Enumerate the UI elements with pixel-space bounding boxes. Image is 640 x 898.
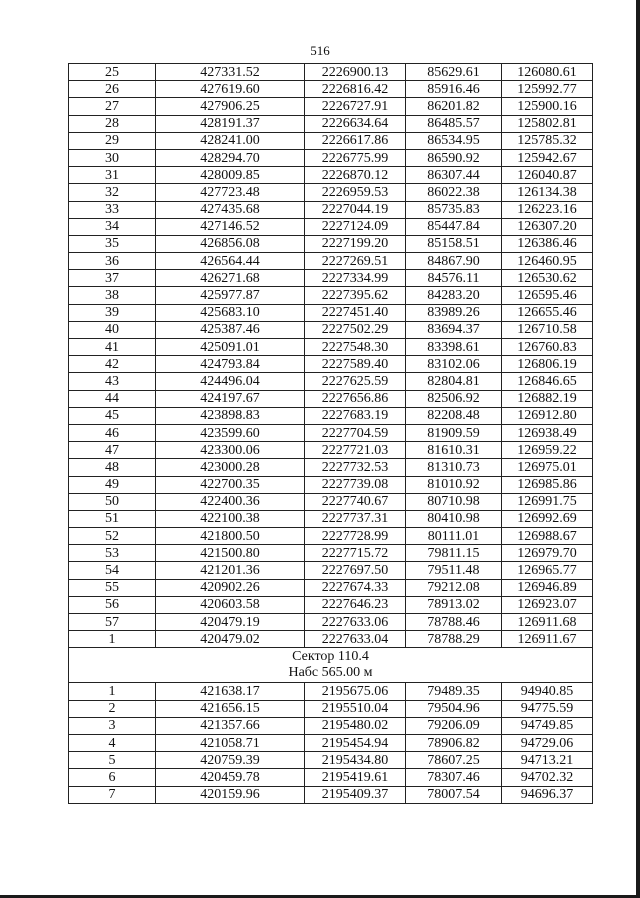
y-local-cell: 126134.38	[502, 184, 593, 201]
y-coord-cell: 2227395.62	[305, 287, 406, 304]
sector-height: Набс 565.00 м	[288, 665, 373, 681]
y-local-cell: 94702.32	[502, 769, 593, 786]
point-number-cell: 31	[69, 167, 156, 184]
point-number-cell: 40	[69, 321, 156, 338]
x-coord-cell: 427723.48	[156, 184, 305, 201]
point-number-cell: 38	[69, 287, 156, 304]
table-row	[69, 235, 593, 252]
x-coord-cell: 423000.28	[156, 459, 305, 476]
y-coord-cell: 2227739.08	[305, 476, 406, 493]
x-coord-cell: 423898.83	[156, 407, 305, 424]
y-coord-cell: 2227683.19	[305, 407, 406, 424]
point-number-cell: 7	[69, 786, 156, 803]
point-number-cell: 32	[69, 184, 156, 201]
x-coord-cell: 428009.85	[156, 167, 305, 184]
x-coord-cell: 425683.10	[156, 304, 305, 321]
y-local-cell: 126846.65	[502, 373, 593, 390]
x-coord-cell: 422100.38	[156, 510, 305, 527]
x-coord-cell: 425977.87	[156, 287, 305, 304]
y-coord-cell: 2227674.33	[305, 579, 406, 596]
x-coord-cell: 428241.00	[156, 132, 305, 149]
point-number-cell: 3	[69, 717, 156, 734]
table-row	[69, 528, 593, 545]
x-local-cell: 84283.20	[406, 287, 502, 304]
x-local-cell: 82804.81	[406, 373, 502, 390]
x-coord-cell: 420479.19	[156, 614, 305, 631]
y-coord-cell: 2227704.59	[305, 424, 406, 441]
table-row	[69, 752, 593, 769]
table-row	[69, 424, 593, 441]
y-local-cell: 126530.62	[502, 270, 593, 287]
point-number-cell: 6	[69, 769, 156, 786]
x-coord-cell: 421638.17	[156, 683, 305, 700]
x-coord-cell: 423300.06	[156, 442, 305, 459]
point-number-cell: 47	[69, 442, 156, 459]
point-number-cell: 34	[69, 218, 156, 235]
x-coord-cell: 424496.04	[156, 373, 305, 390]
y-coord-cell: 2226959.53	[305, 184, 406, 201]
x-coord-cell: 422400.36	[156, 493, 305, 510]
point-number-cell: 45	[69, 407, 156, 424]
point-number-cell: 29	[69, 132, 156, 149]
x-local-cell: 81909.59	[406, 424, 502, 441]
y-coord-cell: 2227502.29	[305, 321, 406, 338]
x-local-cell: 79212.08	[406, 579, 502, 596]
y-local-cell: 126655.46	[502, 304, 593, 321]
x-local-cell: 84867.90	[406, 253, 502, 270]
x-local-cell: 84576.11	[406, 270, 502, 287]
x-local-cell: 83989.26	[406, 304, 502, 321]
point-number-cell: 54	[69, 562, 156, 579]
x-coord-cell: 427619.60	[156, 81, 305, 98]
x-coord-cell: 420902.26	[156, 579, 305, 596]
table-row	[69, 407, 593, 424]
x-local-cell: 78007.54	[406, 786, 502, 803]
table-row	[69, 579, 593, 596]
x-local-cell: 78607.25	[406, 752, 502, 769]
x-local-cell: 78906.82	[406, 734, 502, 751]
y-local-cell: 126959.22	[502, 442, 593, 459]
x-coord-cell: 421201.36	[156, 562, 305, 579]
y-coord-cell: 2227269.51	[305, 253, 406, 270]
table-row	[69, 81, 593, 98]
x-coord-cell: 420159.96	[156, 786, 305, 803]
point-number-cell: 39	[69, 304, 156, 321]
x-local-cell: 78788.29	[406, 631, 502, 648]
sector-header-row	[69, 648, 593, 683]
y-coord-cell: 2227656.86	[305, 390, 406, 407]
table-row	[69, 717, 593, 734]
y-coord-cell: 2227740.67	[305, 493, 406, 510]
x-local-cell: 78788.46	[406, 614, 502, 631]
point-number-cell: 42	[69, 356, 156, 373]
x-local-cell: 86485.57	[406, 115, 502, 132]
y-local-cell: 125992.77	[502, 81, 593, 98]
point-number-cell: 37	[69, 270, 156, 287]
y-local-cell: 126979.70	[502, 545, 593, 562]
x-coord-cell: 427435.68	[156, 201, 305, 218]
y-coord-cell: 2226775.99	[305, 149, 406, 166]
x-local-cell: 81310.73	[406, 459, 502, 476]
y-coord-cell: 2195409.37	[305, 786, 406, 803]
x-local-cell: 80111.01	[406, 528, 502, 545]
x-coord-cell: 425387.46	[156, 321, 305, 338]
y-local-cell: 126080.61	[502, 64, 593, 81]
y-coord-cell: 2226900.13	[305, 64, 406, 81]
y-local-cell: 125802.81	[502, 115, 593, 132]
y-local-cell: 126223.16	[502, 201, 593, 218]
x-local-cell: 79206.09	[406, 717, 502, 734]
point-number-cell: 25	[69, 64, 156, 81]
point-number-cell: 4	[69, 734, 156, 751]
table-row	[69, 442, 593, 459]
x-local-cell: 78913.02	[406, 596, 502, 613]
table-row	[69, 149, 593, 166]
point-number-cell: 36	[69, 253, 156, 270]
table-row	[69, 459, 593, 476]
point-number-cell: 43	[69, 373, 156, 390]
table-row	[69, 596, 593, 613]
point-number-cell: 1	[69, 683, 156, 700]
point-number-cell: 51	[69, 510, 156, 527]
x-coord-cell: 424197.67	[156, 390, 305, 407]
x-local-cell: 85629.61	[406, 64, 502, 81]
x-coord-cell: 427331.52	[156, 64, 305, 81]
table-row	[69, 339, 593, 356]
y-coord-cell: 2227044.19	[305, 201, 406, 218]
y-local-cell: 126975.01	[502, 459, 593, 476]
y-coord-cell: 2226617.86	[305, 132, 406, 149]
x-local-cell: 82208.48	[406, 407, 502, 424]
y-local-cell: 125900.16	[502, 98, 593, 115]
y-coord-cell: 2227737.31	[305, 510, 406, 527]
point-number-cell: 35	[69, 235, 156, 252]
x-coord-cell: 421800.50	[156, 528, 305, 545]
table-row	[69, 390, 593, 407]
y-coord-cell: 2227646.23	[305, 596, 406, 613]
y-local-cell: 126460.95	[502, 253, 593, 270]
sector-header-block	[69, 648, 593, 683]
x-coord-cell: 420479.02	[156, 631, 305, 648]
point-number-cell: 26	[69, 81, 156, 98]
x-coord-cell: 428191.37	[156, 115, 305, 132]
y-local-cell: 125785.32	[502, 132, 593, 149]
table-row	[69, 493, 593, 510]
y-local-cell: 94713.21	[502, 752, 593, 769]
sector-title: Сектор 110.4	[292, 649, 369, 665]
table-row	[69, 786, 593, 803]
x-coord-cell: 421500.80	[156, 545, 305, 562]
x-local-cell: 86307.44	[406, 167, 502, 184]
table-row	[69, 356, 593, 373]
y-coord-cell: 2227633.06	[305, 614, 406, 631]
point-number-cell: 53	[69, 545, 156, 562]
y-coord-cell: 2226634.64	[305, 115, 406, 132]
y-local-cell: 126040.87	[502, 167, 593, 184]
y-local-cell: 126912.80	[502, 407, 593, 424]
y-local-cell: 94749.85	[502, 717, 593, 734]
point-number-cell: 28	[69, 115, 156, 132]
x-coord-cell: 420759.39	[156, 752, 305, 769]
point-number-cell: 33	[69, 201, 156, 218]
y-local-cell: 126988.67	[502, 528, 593, 545]
point-number-cell: 52	[69, 528, 156, 545]
x-local-cell: 79811.15	[406, 545, 502, 562]
x-local-cell: 79504.96	[406, 700, 502, 717]
point-number-cell: 50	[69, 493, 156, 510]
table-row	[69, 201, 593, 218]
y-coord-cell: 2227199.20	[305, 235, 406, 252]
x-local-cell: 86590.92	[406, 149, 502, 166]
point-number-cell: 44	[69, 390, 156, 407]
y-local-cell: 126386.46	[502, 235, 593, 252]
y-coord-cell: 2227697.50	[305, 562, 406, 579]
y-local-cell: 126923.07	[502, 596, 593, 613]
table-row	[69, 510, 593, 527]
y-local-cell: 126938.49	[502, 424, 593, 441]
y-coord-cell: 2227728.99	[305, 528, 406, 545]
y-coord-cell: 2227625.59	[305, 373, 406, 390]
table-row	[69, 98, 593, 115]
table-row	[69, 631, 593, 648]
table-row	[69, 270, 593, 287]
y-local-cell: 126992.69	[502, 510, 593, 527]
point-number-cell: 56	[69, 596, 156, 613]
table-row	[69, 132, 593, 149]
y-local-cell: 94940.85	[502, 683, 593, 700]
point-number-cell: 2	[69, 700, 156, 717]
point-number-cell: 46	[69, 424, 156, 441]
point-number-cell: 27	[69, 98, 156, 115]
table-row	[69, 304, 593, 321]
point-number-cell: 49	[69, 476, 156, 493]
y-coord-cell: 2227715.72	[305, 545, 406, 562]
point-number-cell: 55	[69, 579, 156, 596]
y-local-cell: 126911.67	[502, 631, 593, 648]
sector-header-cell	[69, 648, 593, 683]
table-row	[69, 218, 593, 235]
table-row	[69, 562, 593, 579]
x-coord-cell: 422700.35	[156, 476, 305, 493]
y-local-cell: 94729.06	[502, 734, 593, 751]
table-row	[69, 253, 593, 270]
y-local-cell: 126882.19	[502, 390, 593, 407]
x-coord-cell: 426564.44	[156, 253, 305, 270]
y-local-cell: 126991.75	[502, 493, 593, 510]
x-local-cell: 82506.92	[406, 390, 502, 407]
y-local-cell: 126985.86	[502, 476, 593, 493]
y-coord-cell: 2195434.80	[305, 752, 406, 769]
y-local-cell: 126307.20	[502, 218, 593, 235]
y-coord-cell: 2227732.53	[305, 459, 406, 476]
x-coord-cell: 421058.71	[156, 734, 305, 751]
point-number-cell: 41	[69, 339, 156, 356]
x-coord-cell: 420459.78	[156, 769, 305, 786]
y-coord-cell: 2226870.12	[305, 167, 406, 184]
x-coord-cell: 421357.66	[156, 717, 305, 734]
x-coord-cell: 426856.08	[156, 235, 305, 252]
y-coord-cell: 2227548.30	[305, 339, 406, 356]
x-local-cell: 79489.35	[406, 683, 502, 700]
x-local-cell: 86022.38	[406, 184, 502, 201]
table-row	[69, 167, 593, 184]
y-coord-cell: 2195454.94	[305, 734, 406, 751]
point-number-cell: 30	[69, 149, 156, 166]
x-coord-cell: 426271.68	[156, 270, 305, 287]
point-number-cell: 5	[69, 752, 156, 769]
x-local-cell: 78307.46	[406, 769, 502, 786]
point-number-cell: 57	[69, 614, 156, 631]
y-coord-cell: 2227721.03	[305, 442, 406, 459]
table-row	[69, 734, 593, 751]
y-local-cell: 94696.37	[502, 786, 593, 803]
y-coord-cell: 2195419.61	[305, 769, 406, 786]
y-local-cell: 126806.19	[502, 356, 593, 373]
table-row	[69, 683, 593, 700]
y-coord-cell: 2195480.02	[305, 717, 406, 734]
x-coord-cell: 420603.58	[156, 596, 305, 613]
table-row	[69, 64, 593, 81]
y-local-cell: 126760.83	[502, 339, 593, 356]
y-local-cell: 126946.89	[502, 579, 593, 596]
y-coord-cell: 2227124.09	[305, 218, 406, 235]
table-row	[69, 700, 593, 717]
x-local-cell: 83398.61	[406, 339, 502, 356]
x-coord-cell: 424793.84	[156, 356, 305, 373]
x-local-cell: 85735.83	[406, 201, 502, 218]
table-row	[69, 545, 593, 562]
y-local-cell: 94775.59	[502, 700, 593, 717]
table-row	[69, 184, 593, 201]
table-row	[69, 287, 593, 304]
x-local-cell: 81610.31	[406, 442, 502, 459]
y-coord-cell: 2226727.91	[305, 98, 406, 115]
y-coord-cell: 2227334.99	[305, 270, 406, 287]
page-number: 516	[310, 43, 330, 58]
y-local-cell: 126595.46	[502, 287, 593, 304]
x-local-cell: 86201.82	[406, 98, 502, 115]
y-coord-cell: 2195675.06	[305, 683, 406, 700]
point-number-cell: 48	[69, 459, 156, 476]
y-coord-cell: 2227451.40	[305, 304, 406, 321]
x-local-cell: 80410.98	[406, 510, 502, 527]
x-coord-cell: 421656.15	[156, 700, 305, 717]
x-local-cell: 85447.84	[406, 218, 502, 235]
x-local-cell: 85916.46	[406, 81, 502, 98]
x-local-cell: 86534.95	[406, 132, 502, 149]
y-local-cell: 126965.77	[502, 562, 593, 579]
x-coord-cell: 423599.60	[156, 424, 305, 441]
y-local-cell: 126911.68	[502, 614, 593, 631]
x-local-cell: 81010.92	[406, 476, 502, 493]
x-coord-cell: 427146.52	[156, 218, 305, 235]
sector-rows-continued	[69, 64, 593, 648]
scan-edge-right	[636, 0, 640, 898]
x-local-cell: 83102.06	[406, 356, 502, 373]
x-local-cell: 83694.37	[406, 321, 502, 338]
y-coord-cell: 2227589.40	[305, 356, 406, 373]
x-local-cell: 85158.51	[406, 235, 502, 252]
y-coord-cell: 2227633.04	[305, 631, 406, 648]
x-coord-cell: 427906.25	[156, 98, 305, 115]
table-row	[69, 614, 593, 631]
y-coord-cell: 2226816.42	[305, 81, 406, 98]
table-row	[69, 769, 593, 786]
sector-rows-new	[69, 683, 593, 803]
table-row	[69, 476, 593, 493]
x-local-cell: 79511.48	[406, 562, 502, 579]
table-row	[69, 115, 593, 132]
x-local-cell: 80710.98	[406, 493, 502, 510]
y-coord-cell: 2195510.04	[305, 700, 406, 717]
x-coord-cell: 428294.70	[156, 149, 305, 166]
x-coord-cell: 425091.01	[156, 339, 305, 356]
table-row	[69, 321, 593, 338]
y-local-cell: 126710.58	[502, 321, 593, 338]
y-local-cell: 125942.67	[502, 149, 593, 166]
coordinates-table	[68, 63, 593, 804]
point-number-cell: 1	[69, 631, 156, 648]
table-row	[69, 373, 593, 390]
